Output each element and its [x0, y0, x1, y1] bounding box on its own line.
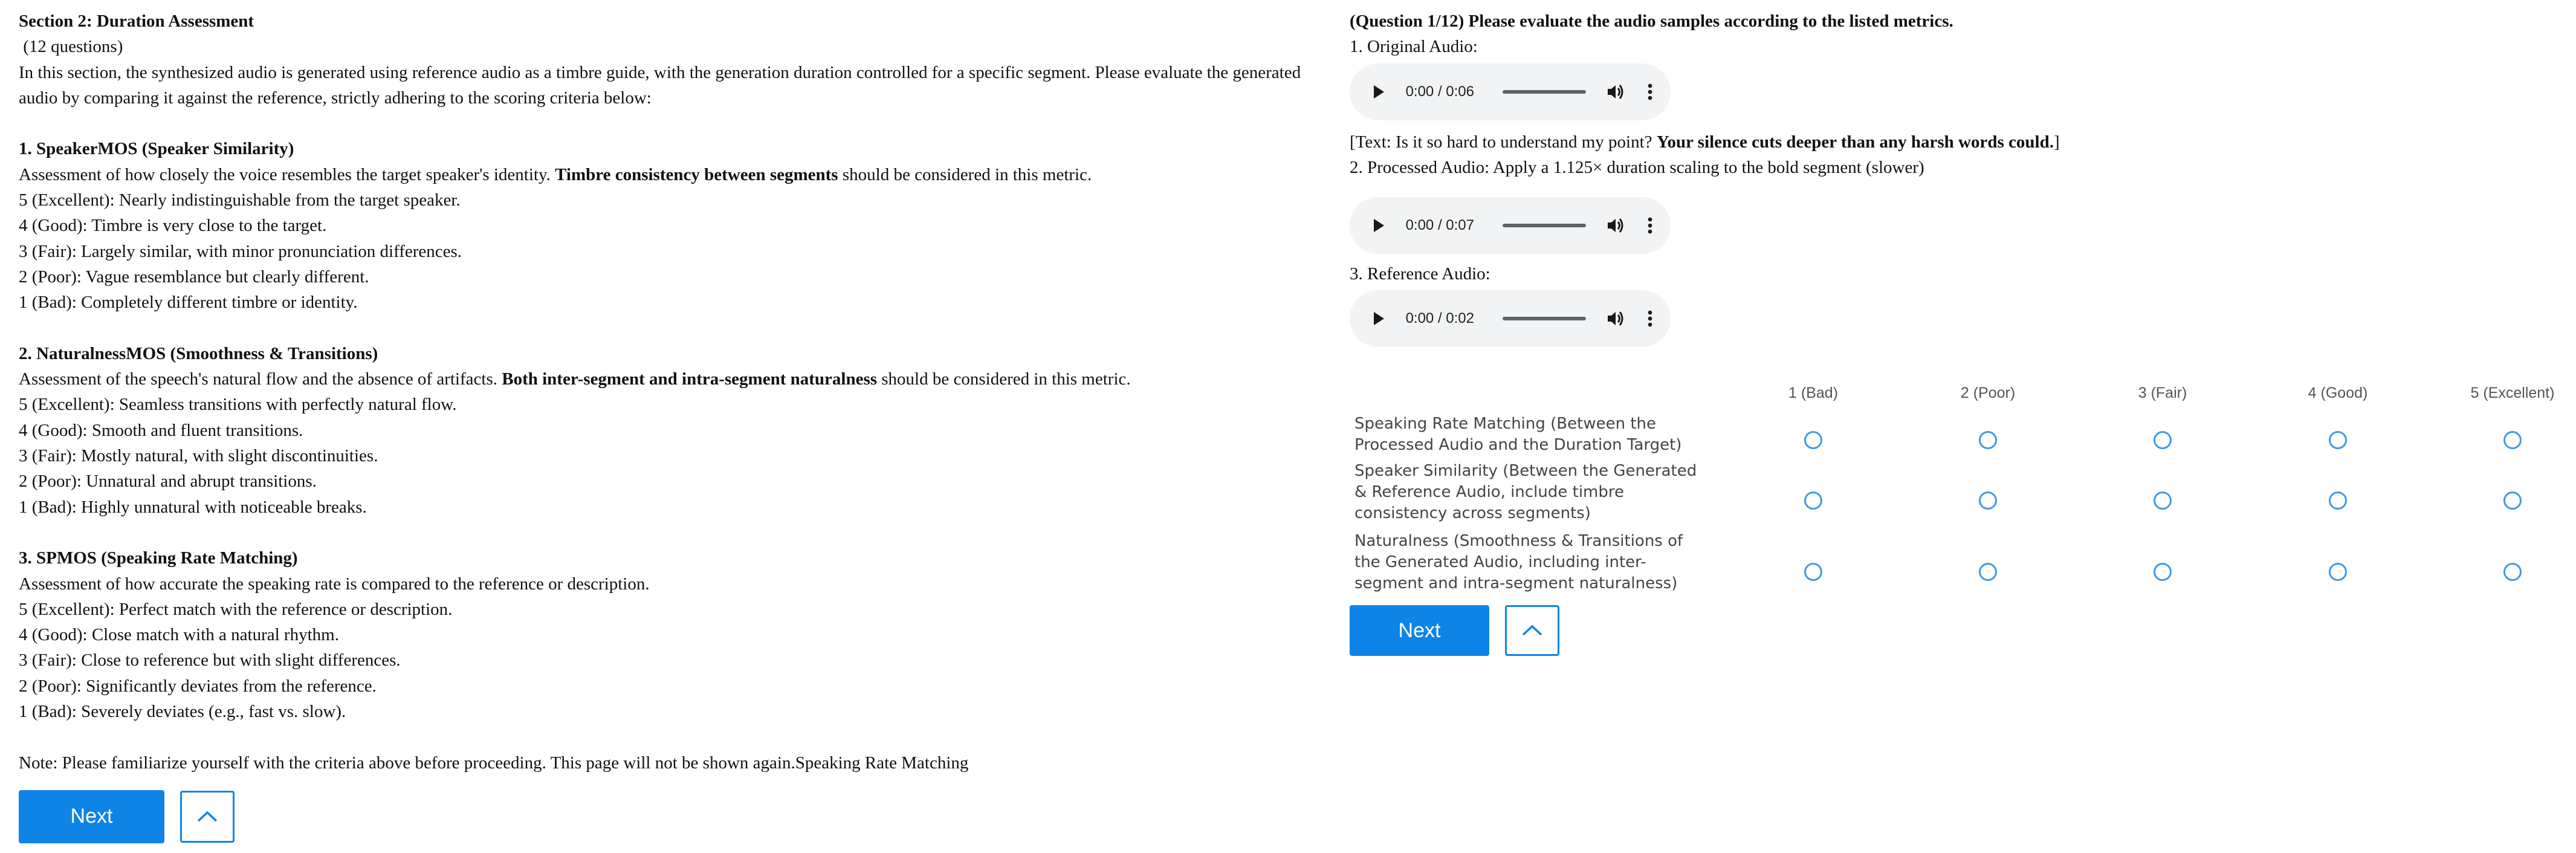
metric-label: Speaking Rate Matching (Between the Processed Audio and the Duration Target) [1354, 415, 1682, 454]
question-title: (Question 1/12) Please evaluate the audio samples according to the listed metrics. [1350, 11, 1953, 31]
audio-seek-bar[interactable] [1503, 224, 1586, 227]
processed-audio-label: 2. Processed Audio: Apply a 1.125× duration scaling to the bold segment (slower) [1350, 157, 1924, 177]
reference-audio-label: 3. Reference Audio: [1350, 264, 1490, 284]
audio-time: 0:00 / 0:07 [1405, 217, 1474, 234]
play-icon[interactable] [1373, 85, 1389, 99]
scroll-up-button[interactable] [180, 791, 235, 843]
criterion-title: 3. SPMOS (Speaking Rate Matching) [19, 548, 298, 568]
criterion-description: Assessment of the speech's natural flow and the absence of artifacts. Both inter-segment and intra-segment naturalness should be considered in this metric. [19, 369, 1131, 389]
rating-radio[interactable] [2503, 431, 2522, 449]
section-intro: In this section, the synthesized audio is generated using reference audio as a timbre guide, with the generation duration controlled for a specific segment. Please evaluate the generated audio by comparing it against the reference, strictly adhering to the scoring criteria below: [19, 62, 1301, 108]
scale-label: 3 (Fair) [2138, 384, 2187, 401]
metric-label: Speaker Similarity (Between the Generated & Reference Audio, include timbre consistency across segments) [1354, 462, 1697, 522]
instructions-pane [19, 8, 1333, 843]
reference-audio-player[interactable] [1350, 290, 1671, 347]
chevron-up-icon [195, 809, 219, 824]
criterion-level: 3 (Fair): Close to reference but with slight differences. [19, 650, 401, 670]
original-audio-player[interactable] [1350, 63, 1671, 120]
original-audio-label: 1. Original Audio: [1350, 37, 1478, 57]
criterion-level: 2 (Poor): Vague resemblance but clearly different. [19, 267, 369, 287]
rating-radio[interactable] [2329, 563, 2347, 581]
rating-radio[interactable] [2154, 491, 2172, 510]
rating-radio[interactable] [1979, 431, 1997, 449]
rating-radio[interactable] [2154, 563, 2172, 581]
rating-radio[interactable] [1804, 491, 1822, 510]
note-text: Note: Please familiarize yourself with the criteria above before proceeding. This page will not be shown again.Speaking Rate Matching [19, 753, 969, 773]
criterion-level: 3 (Fair): Mostly natural, with slight discontinuities. [19, 446, 378, 466]
chevron-up-icon [1520, 623, 1544, 638]
rating-radio[interactable] [2154, 431, 2172, 449]
audio-seek-bar[interactable] [1503, 90, 1586, 94]
criterion-level: 4 (Good): Close match with a natural rhythm. [19, 625, 339, 645]
metric-label: Naturalness (Smoothness & Transitions of the Generated Audio, including inter-segment and intra-segment naturalness) [1354, 532, 1683, 592]
next-button-label: Next [70, 805, 113, 828]
criterion-level: 3 (Fair): Largely similar, with minor pronunciation differences. [19, 241, 462, 261]
rating-radio[interactable] [2329, 491, 2347, 510]
rating-radio[interactable] [2503, 491, 2522, 510]
criterion-level: 2 (Poor): Unnatural and abrupt transitions. [19, 472, 317, 491]
audio-seek-bar[interactable] [1503, 317, 1586, 320]
more-options-icon[interactable] [1648, 217, 1652, 234]
volume-icon[interactable] [1607, 217, 1625, 234]
play-icon[interactable] [1373, 311, 1389, 326]
criteria-list [19, 136, 1333, 750]
rating-radio[interactable] [2329, 431, 2347, 449]
rating-radio[interactable] [1979, 563, 1997, 581]
volume-icon[interactable] [1607, 310, 1625, 327]
processed-audio-player[interactable] [1350, 197, 1671, 254]
criterion-level: 4 (Good): Timbre is very close to the target. [19, 216, 327, 236]
scale-label: 2 (Poor) [1960, 384, 2016, 401]
criterion-level: 1 (Bad): Highly unnatural with noticeable breaks. [19, 497, 367, 517]
volume-icon[interactable] [1607, 83, 1625, 100]
criterion-description: Assessment of how closely the voice resembles the target speaker's identity. Timbre consistency between segments should be considered in this metric. [19, 164, 1092, 184]
question-count: (12 questions) [23, 37, 123, 57]
next-button[interactable] [1350, 605, 1489, 656]
criterion-description: Assessment of how accurate the speaking rate is compared to the reference or description. [19, 574, 650, 594]
criterion-level: 5 (Excellent): Perfect match with the reference or description. [19, 599, 453, 619]
question-pane [1350, 8, 2565, 642]
play-icon[interactable] [1373, 218, 1389, 233]
scale-label: 4 (Good) [2308, 384, 2368, 401]
more-options-icon[interactable] [1648, 310, 1652, 327]
criterion-title: 2. NaturalnessMOS (Smoothness & Transitions) [19, 343, 378, 363]
scale-label: 1 (Bad) [1788, 384, 1838, 401]
criterion-level: 1 (Bad): Severely deviates (e.g., fast vs. slow). [19, 702, 346, 722]
rating-matrix [1350, 371, 2565, 601]
criterion-level: 5 (Excellent): Seamless transitions with perfectly natural flow. [19, 395, 457, 415]
criterion-level: 2 (Poor): Significantly deviates from the reference. [19, 676, 377, 696]
more-options-icon[interactable] [1648, 83, 1652, 100]
next-button[interactable] [19, 790, 164, 843]
audio-time: 0:00 / 0:06 [1405, 83, 1474, 100]
audio-time: 0:00 / 0:02 [1405, 310, 1474, 327]
section-title: Section 2: Duration Assessment [19, 11, 254, 31]
scroll-up-button[interactable] [1505, 605, 1559, 656]
criterion-title: 1. SpeakerMOS (Speaker Similarity) [19, 139, 294, 159]
next-button-label: Next [1398, 618, 1441, 642]
criterion-level: 1 (Bad): Completely different timbre or identity. [19, 293, 358, 313]
left-button-row [19, 790, 1333, 843]
transcript-text: [Text: Is it so hard to understand my point? Your silence cuts deeper than any harsh words could.] [1350, 132, 2060, 152]
rating-radio[interactable] [1979, 491, 1997, 510]
right-button-row [1350, 605, 1559, 656]
rating-radio[interactable] [1804, 431, 1822, 449]
criterion-level: 4 (Good): Smooth and fluent transitions. [19, 420, 303, 440]
rating-radio[interactable] [1804, 563, 1822, 581]
criterion-level: 5 (Excellent): Nearly indistinguishable from the target speaker. [19, 190, 461, 210]
rating-radio[interactable] [2503, 563, 2522, 581]
scale-label: 5 (Excellent) [2470, 384, 2555, 401]
